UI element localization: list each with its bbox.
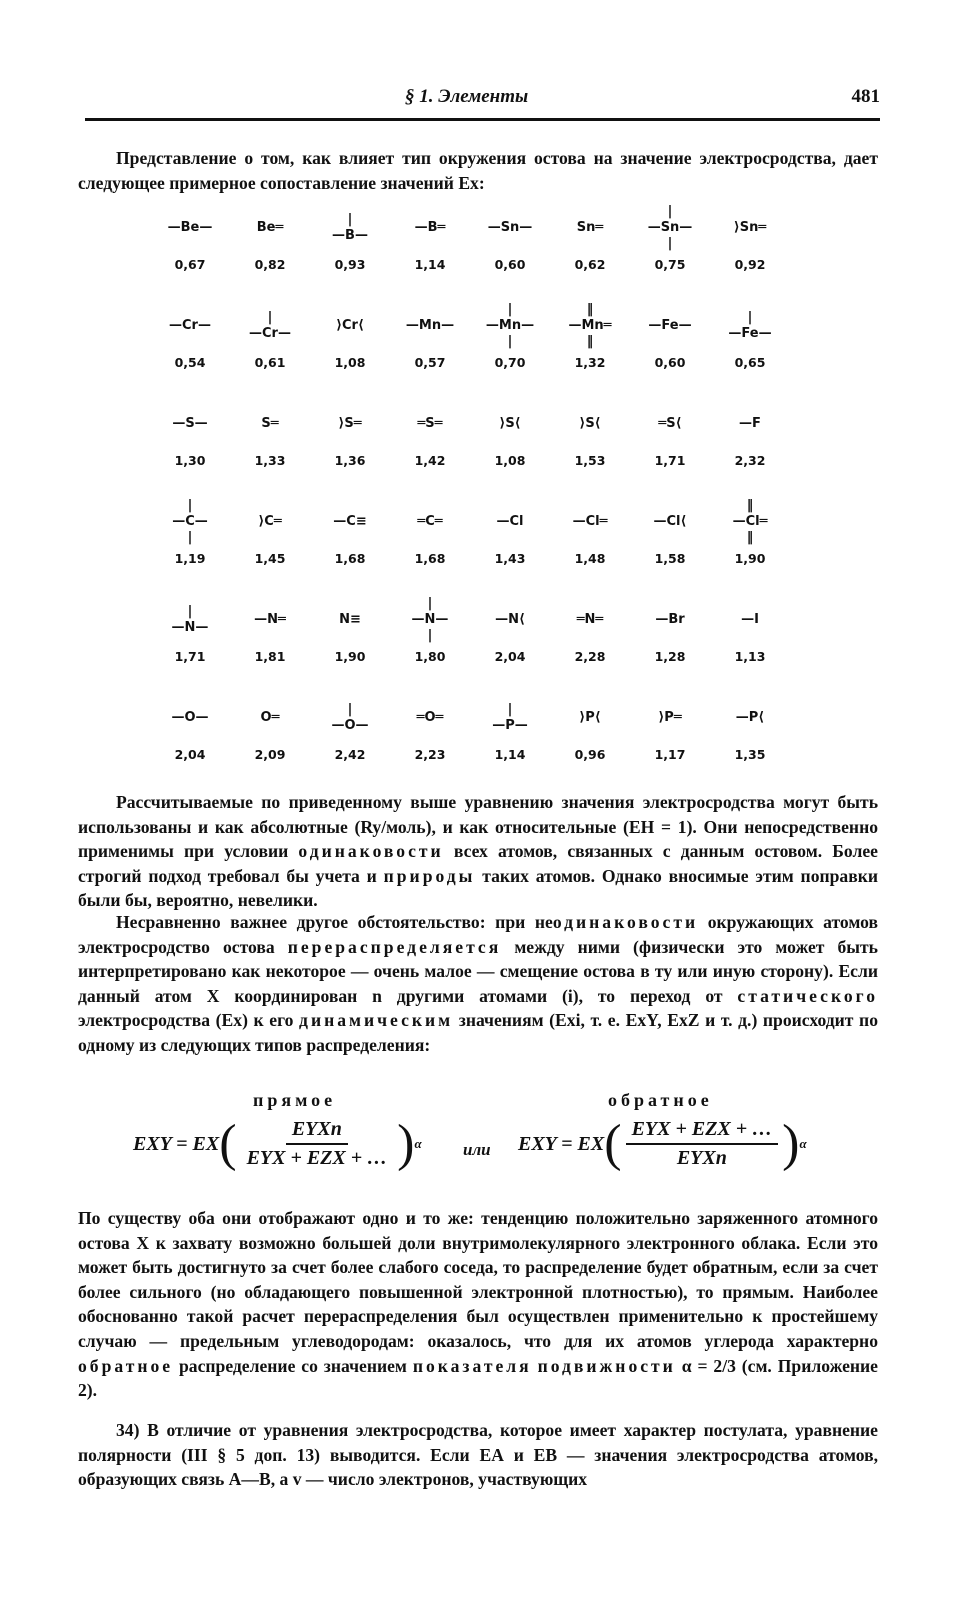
table-cell (550, 690, 630, 762)
eq-direct-lhs: EXY = EX (133, 1132, 220, 1155)
fragment-formula: ═S⟨ (658, 416, 682, 431)
fragment-formula: N≡ (339, 612, 361, 627)
fragment-value: 2,23 (414, 747, 446, 762)
table-cell (630, 592, 710, 664)
fragment-formula: ═O═ (416, 710, 444, 725)
fragment-value: 1,30 (174, 453, 206, 468)
table-cell (310, 396, 390, 468)
table-cell (630, 396, 710, 468)
table-cell (710, 396, 790, 468)
table-cell (150, 592, 230, 664)
fragment-value: 1,71 (174, 649, 206, 664)
table-cell (470, 396, 550, 468)
eq-inverse-lhs: EXY = EX (518, 1132, 605, 1155)
fragment-formula: | —Sn— | (647, 204, 693, 251)
fragment-value: 1,08 (494, 453, 526, 468)
table-cell (550, 396, 630, 468)
fragment-value: 1,68 (334, 551, 366, 566)
fragment-formula: —Cl⟨ (653, 514, 687, 529)
fragment-formula: ⟩P⟨ (579, 710, 601, 725)
fragment-value: 0,96 (574, 747, 606, 762)
fragment-formula: | —Fe— (728, 310, 772, 341)
fragment-formula: —Fe— (648, 318, 692, 333)
paragraph-redistribution: Несравненно важнее другое обстоятельство: при неодинаковости окружающих атомов электросродство остова перераспределяется между ними (физически это может быть интерпретировано как некоторое — очень малое — смещение остова в ту или иную сторону). Если данный атом X координирован n другими атомами (i), то переход от статического электросродства (Eх) к его динамическим значениям (Eхi, т. е. EхY, EхZ и т. д.) происходит по одному из следующих типов распределения: (78, 912, 878, 1055)
fragment-formula: | —Mn— | (485, 302, 535, 349)
fragment-value: 0,61 (254, 355, 286, 370)
fragment-value: 1,28 (654, 649, 686, 664)
fragment-formula: O═ (260, 710, 280, 725)
fragment-value: 0,60 (494, 257, 526, 272)
or-word: или (463, 1140, 491, 1159)
fragment-value: 1,43 (494, 551, 526, 566)
fragment-value: 2,28 (574, 649, 606, 664)
eq-direct-denominator: EYX + EZX + … (246, 1147, 388, 1169)
fragment-formula: ⟩C═ (258, 514, 282, 529)
table-cell (710, 200, 790, 272)
fragment-value: 0,62 (574, 257, 606, 272)
table-cell (710, 690, 790, 762)
fragment-formula: | —N— (171, 604, 209, 635)
table-cell (230, 494, 310, 566)
paragraph-values: Рассчитываемые по приведенному выше уравнению значения электросродства могут быть использованы и как абсолютные (Ry/моль), и как относительные (EН = 1). Они непосредственно применимы при условии одинаковости всех атомов, связанных с данным остовом. Более строгий подход требовал бы учета и природы таких атомов. Однако вносимые этим поправки были бы, вероятно, невелики. (78, 792, 878, 911)
table-cell (470, 200, 550, 272)
fragment-formula: —O— (171, 710, 209, 725)
fragment-formula: ═N═ (576, 612, 604, 627)
fragment-value: 1,42 (414, 453, 446, 468)
table-cell (230, 396, 310, 468)
table-cell (550, 494, 630, 566)
fragment-formula: —I (741, 612, 759, 627)
fragment-value: 0,54 (174, 355, 206, 370)
fragment-value: 1,19 (174, 551, 206, 566)
table-cell (230, 200, 310, 272)
eq-inverse-exponent: α (799, 1136, 807, 1151)
fragment-formula: —Cl═ (572, 514, 608, 529)
eq-inverse-denominator: EYXn (676, 1147, 727, 1169)
fragment-value: 1,90 (734, 551, 766, 566)
fragment-value: 2,42 (334, 747, 366, 762)
fragment-formula: ═S═ (417, 416, 443, 431)
fragment-value: 1,32 (574, 355, 606, 370)
fragment-value: 1,13 (734, 649, 766, 664)
table-cell (390, 592, 470, 664)
fragment-formula: —Cl (496, 514, 524, 529)
table-cell (550, 200, 630, 272)
fragment-value: 0,92 (734, 257, 766, 272)
fragment-value: 1,68 (414, 551, 446, 566)
fragment-value: 1,14 (414, 257, 446, 272)
page-number: 481 (851, 86, 880, 107)
fragment-formula: Sn═ (576, 220, 604, 235)
fragment-formula: —F (739, 416, 761, 431)
fragment-value: 1,48 (574, 551, 606, 566)
fragment-formula: —Mn— (405, 318, 455, 333)
fragment-formula: —C≡ (333, 514, 367, 529)
paragraph-note-34: 34) В отличие от уравнения электросродства, которое имеет характер постулата, уравнение полярности (III § 5 доп. 13) выводится. Если EА и EВ — значения электросродства атомов, образующих связь А—В, а v — число электронов, участвующих (78, 1420, 878, 1490)
fragment-value: 1,08 (334, 355, 366, 370)
fragment-value: 2,04 (174, 747, 206, 762)
fragment-formula: ⟩Cr⟨ (336, 318, 364, 333)
fragment-value: 1,53 (574, 453, 606, 468)
fragment-value: 1,33 (254, 453, 286, 468)
fragment-value: 0,67 (174, 257, 206, 272)
fragment-formula: ⟩S═ (338, 416, 362, 431)
fragment-value: 2,04 (494, 649, 526, 664)
table-cell (550, 592, 630, 664)
table-cell (310, 592, 390, 664)
fragment-formula: —Be— (167, 220, 213, 235)
table-cell (390, 200, 470, 272)
fragment-value: 1,14 (494, 747, 526, 762)
fragment-formula: | —O— (331, 702, 369, 733)
fragment-value: 1,36 (334, 453, 366, 468)
fragment-formula: ⟩S⟨ (579, 416, 601, 431)
table-cell (230, 690, 310, 762)
eq-inverse-numerator: EYX + EZX + … (626, 1118, 779, 1145)
fragment-value: 1,58 (654, 551, 686, 566)
table-cell (550, 298, 630, 370)
fragment-formula: —S— (172, 416, 208, 431)
fragment-formula: —N⟨ (495, 612, 525, 627)
eq-direct-numerator: EYXn (286, 1118, 348, 1145)
table-cell (470, 592, 550, 664)
section-title: § 1. Элементы (405, 86, 529, 107)
fragment-value: 0,93 (334, 257, 366, 272)
fragment-value: 0,75 (654, 257, 686, 272)
fragment-value: 1,90 (334, 649, 366, 664)
table-cell (150, 200, 230, 272)
table-cell (310, 298, 390, 370)
table-cell (390, 396, 470, 468)
table-cell (630, 298, 710, 370)
fragment-formula: ⟩P═ (658, 710, 682, 725)
table-cell (390, 690, 470, 762)
table-cell (150, 396, 230, 468)
fragment-value: 1,71 (654, 453, 686, 468)
table-cell (310, 494, 390, 566)
paragraph-interpretation: По существу оба они отображают одно и то же: тенденцию положительно заряженного атомного остова X к захвату возможно большей доли внутримолекулярного электронного облака. Если это может быть достигнуто за счет более слабого соседа, то распределение будет обратным, если за счет более сильного (но обладающего повышенной электронной плотностью), то прямым. Наиболее обоснованно такой расчет перераспределения был осуществлен применительно к простейшему случаю — предельным углеводородам: оказалось, что для их атомов углерода характерно обратное распределение со значением показателя подвижности α = 2/3 (см. Приложение 2). (78, 1208, 878, 1401)
fragment-value: 0,57 (414, 355, 446, 370)
running-head (85, 86, 880, 114)
table-cell (150, 690, 230, 762)
fragment-formula: —N═ (254, 612, 286, 627)
eq-direct-exponent: α (414, 1136, 422, 1151)
fragment-value: 0,60 (654, 355, 686, 370)
fragment-formula: ⟩S⟨ (499, 416, 521, 431)
fragment-formula: | —C— | (172, 498, 208, 545)
fragment-formula: S═ (261, 416, 279, 431)
table-cell (470, 298, 550, 370)
fragment-formula: —Br (655, 612, 685, 627)
eq-direct-fraction (241, 1118, 394, 1170)
fragment-value: 1,80 (414, 649, 446, 664)
fragment-formula: | —Cr— (249, 310, 291, 341)
table-cell (710, 298, 790, 370)
equation-inverse: EXY = EX ( $\frac{\text{EYX + EZX + …}}{\text{EYXn}}$ ) α (518, 1115, 807, 1172)
fragment-value: 1,17 (654, 747, 686, 762)
equation-direct: EXY = EX ( $\frac{\text{EYXn}}{\text{EYX + EZX + …}}$ ) α (133, 1115, 422, 1172)
table-cell (470, 690, 550, 762)
header-rule (85, 118, 880, 121)
table-cell (630, 200, 710, 272)
fragment-formula: —B═ (414, 220, 446, 235)
distribution-equations (78, 1090, 878, 1190)
fragment-value: 0,82 (254, 257, 286, 272)
table-cell (390, 298, 470, 370)
table-cell (630, 690, 710, 762)
fragment-formula: | —N— | (411, 596, 449, 643)
table-cell (230, 592, 310, 664)
fragment-value: 1,45 (254, 551, 286, 566)
fragment-formula: ‖ —Cl═ ‖ (732, 498, 768, 545)
fragment-formula: ═C═ (417, 514, 443, 529)
label-direct: прямое (253, 1090, 337, 1110)
fragment-formula: ⟩Sn═ (733, 220, 767, 235)
fragment-value: 2,09 (254, 747, 286, 762)
fragment-value: 1,35 (734, 747, 766, 762)
table-cell (150, 298, 230, 370)
fragment-formula: —Cr— (169, 318, 211, 333)
table-cell (150, 494, 230, 566)
paragraph-intro: Представление о том, как влияет тип окружения остова на значение электросродства, дает следующее примерное сопоставление значений Eх: (78, 148, 878, 193)
table-cell (230, 298, 310, 370)
fragment-formula: | —P— (492, 702, 528, 733)
fragment-value: 0,70 (494, 355, 526, 370)
table-cell (630, 494, 710, 566)
table-cell (310, 200, 390, 272)
eq-inverse-fraction (626, 1118, 779, 1170)
fragment-formula: ‖ —Mn═ ‖ (568, 302, 612, 349)
fragment-formula: | —B— (332, 212, 368, 243)
fragment-value: 2,32 (734, 453, 766, 468)
table-cell (710, 592, 790, 664)
fragment-value: 1,81 (254, 649, 286, 664)
table-cell (710, 494, 790, 566)
table-cell (470, 494, 550, 566)
table-cell (310, 690, 390, 762)
label-inverse: обратное (608, 1090, 713, 1110)
fragment-value: 0,65 (734, 355, 766, 370)
fragment-formula: Be═ (256, 220, 284, 235)
table-cell (390, 494, 470, 566)
fragment-formula: —Sn— (487, 220, 533, 235)
fragment-formula: —P⟨ (735, 710, 765, 725)
